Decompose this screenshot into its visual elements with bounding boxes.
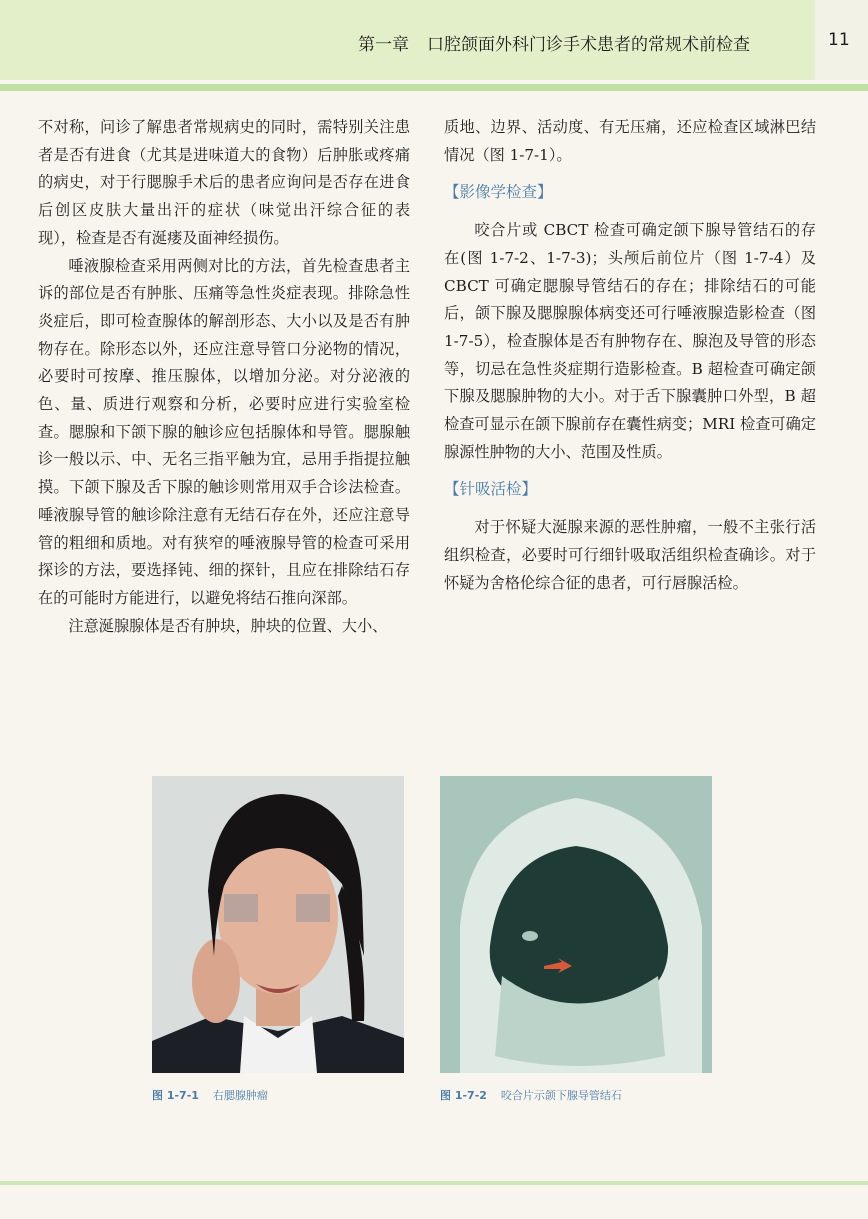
figure-occlusal-radiograph <box>440 776 712 1073</box>
left-column <box>38 114 410 640</box>
paragraph: 唾液腺检查采用两侧对比的方法，首先检查患者主诉的部位是否有肿胀、压痛等急性炎症表现。排除急性炎症后，即可检查腺体的解剖形态、大小以及是否有肿物存在。除形态以外，还应注意导管口分泌物的情况，必要时可按摩、推压腺体，以增加分泌。对分泌液的色、量、质进行观察和分析，必要时应进行实验室检查。腮腺和下颌下腺的触诊应包括腺体和导管。腮腺触诊一般以示、中、无名三指平触为宜，忌用手指提拉触摸。下颌下腺及舌下腺的触诊则常用双手合诊法检查。唾液腺导管的触诊除注意有无结石存在外，还应注意导管的粗细和质地。对有狭窄的唾液腺导管的检查可采用探诊的方法，要选择钝、细的探针，且应在排除结石存在的可能时方能进行，以避免将结石推向深部。 <box>38 256 410 607</box>
paragraph: 不对称，问诊了解患者常规病史的同时，需特别关注患者是否有进食（尤其是进味道大的食物）后肿胀或疼痛的病史，对于行腮腺手术后的患者应询问是否存在进食后创区皮肤大量出汗的症状（味觉出汗综合征的表现），检查是否有涎瘘及面神经损伤。 <box>38 118 410 247</box>
figure-photo-parotid-tumor <box>152 776 404 1073</box>
section-heading-imaging: 【影像学检查】 <box>444 183 553 202</box>
figure-caption <box>152 1087 268 1103</box>
figure-caption-text: 咬合片示颌下腺导管结石 <box>500 1089 622 1102</box>
paragraph: 质地、边界、活动度、有无压痛，还应检查区域淋巴结情况（图 1-7-1）。 <box>444 118 816 164</box>
footer-rule <box>0 1181 868 1185</box>
chapter-label: 第一章 <box>358 35 409 55</box>
figure-caption <box>440 1087 622 1103</box>
paragraph: 咬合片或 CBCT 检查可确定颌下腺导管结石的存在(图 1-7-2、1-7-3)；头颅后前位片（图 1-7-4）及 CBCT 可确定腮腺导管结石的存在；排除结石的可能后，颌下腺及腮腺腺体病变还可行唾液腺造影检查（图 1-7-5），检查腺体是否有肿物存在、腺泡及导管的形态等，切忌在急性炎症期行造影检查。B 超检查可确定颌下腺及腮腺肿物的大小。对于舌下腺囊肿口外型，B 超检查可显示在颌下腺前存在囊性病变；MRI 检查可确定腺源性肿物的大小、范围及性质。 <box>444 221 816 461</box>
section-heading-biopsy: 【针吸活检】 <box>444 480 538 499</box>
chapter-title: 口腔颌面外科门诊手术患者的常规术前检查 <box>427 35 750 55</box>
figure-number: 图 1-7-2 <box>440 1089 487 1102</box>
patient-photo-illustration <box>152 776 404 1073</box>
figure-caption-text: 右腮腺肿瘤 <box>212 1089 268 1102</box>
paragraph: 对于怀疑大涎腺来源的恶性肿瘤，一般不主张行活组织检查，必要时可行细针吸取活组织检查确诊。对于怀疑为舍格伦综合征的患者，可行唇腺活检。 <box>444 518 816 592</box>
figure-number: 图 1-7-1 <box>152 1089 199 1102</box>
radiograph-illustration <box>440 776 712 1073</box>
running-title <box>358 30 750 55</box>
page-number: 11 <box>828 30 850 50</box>
page-header <box>0 0 868 80</box>
header-rule <box>0 84 868 91</box>
paragraph: 注意涎腺腺体是否有肿块，肿块的位置、大小、 <box>68 616 388 635</box>
right-column <box>444 114 816 597</box>
